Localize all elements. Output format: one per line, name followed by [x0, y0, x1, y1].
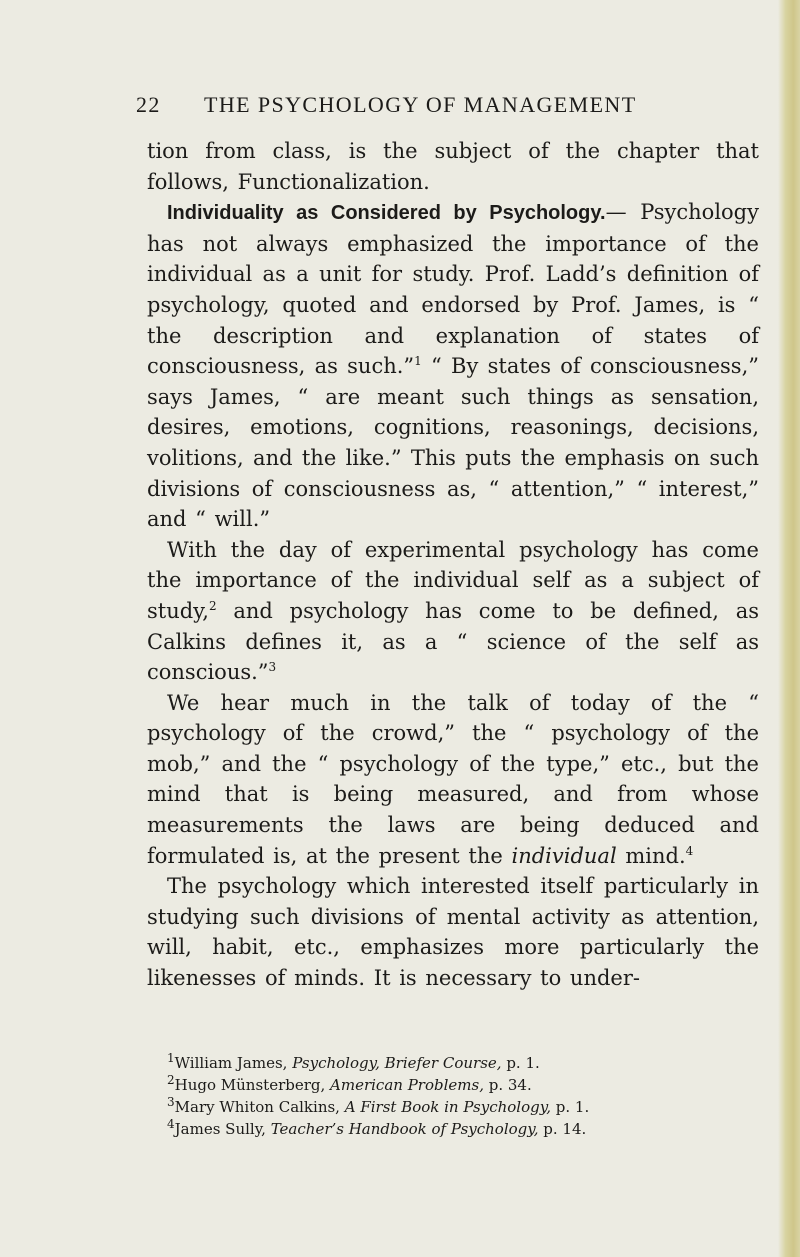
footnote: $^4$James Sully, Teacher’s Handbook of Psychology, p. 14.	[167, 1117, 587, 1138]
paragraph-individuality: Individuality as Considered by Psychology.— Psychology has not always emphasized the importance of the individual as a unit for study. Prof. Ladd’s definition of psychology, quoted and endorsed by Prof. James, is “ the description and explanation of states of consciousness, as such.”$^1$ “ By states of consciousness,” says James, “ are meant such things as sensation, desires, emotions, cognitions, reasonings, decisions, volitions, and the like.” This puts the emphasis on such divisions of consciousness as, “ attention,” “ interest,” and “ will.”	[147, 200, 759, 532]
paragraph-crowd: We hear much in the talk of today of the “ psychology of the crowd,” the “ psychology of the mob,” and the “ psychology of the type,” etc., but the mind that is being measured, and from whose measurements the laws are being deduced and formulated is, at the present the individual mind.$^4$	[147, 690, 759, 868]
emphasis-individual: individual	[511, 843, 617, 868]
paragraph-continuation: tion from class, is the subject of the chapter that follows, Functionalization.	[147, 139, 759, 194]
footnote-ref-4: 4	[685, 843, 694, 858]
footnote: $^1$William James, Psychology, Briefer Course, p. 1.	[167, 1051, 540, 1072]
paragraph-experimental: With the day of experimental psychology has come the importance of the individual self as a subject of study,$^2$ and psychology has come to be defined, as Calkins defines it, as a “ science of the self as conscious.”$^3$	[147, 537, 759, 685]
running-header	[136, 92, 716, 118]
footnote: $^3$Mary Whiton Calkins, A First Book in Psychology, p. 1.	[167, 1095, 590, 1116]
page-number: 22	[136, 92, 161, 117]
running-title: THE PSYCHOLOGY OF MANAGEMENT	[204, 92, 637, 117]
page-edge	[778, 0, 800, 1257]
footnote-ref-1: 1	[414, 354, 422, 369]
footnotes	[147, 1052, 759, 1140]
body-text	[147, 136, 759, 994]
paragraph-likenesses: The psychology which interested itself particularly in studying such divisions of mental activity as attention, will, habit, etc., emphasizes more particularly the likenesses of minds. It is necessary to under-	[147, 874, 759, 991]
footnote: $^2$Hugo Münsterberg, American Problems, p. 34.	[167, 1073, 532, 1094]
footnote-ref-3: 3	[268, 660, 277, 675]
section-run-in-heading: Individuality as Considered by Psychology.	[167, 202, 606, 225]
footnote-ref-2: 2	[208, 598, 217, 613]
